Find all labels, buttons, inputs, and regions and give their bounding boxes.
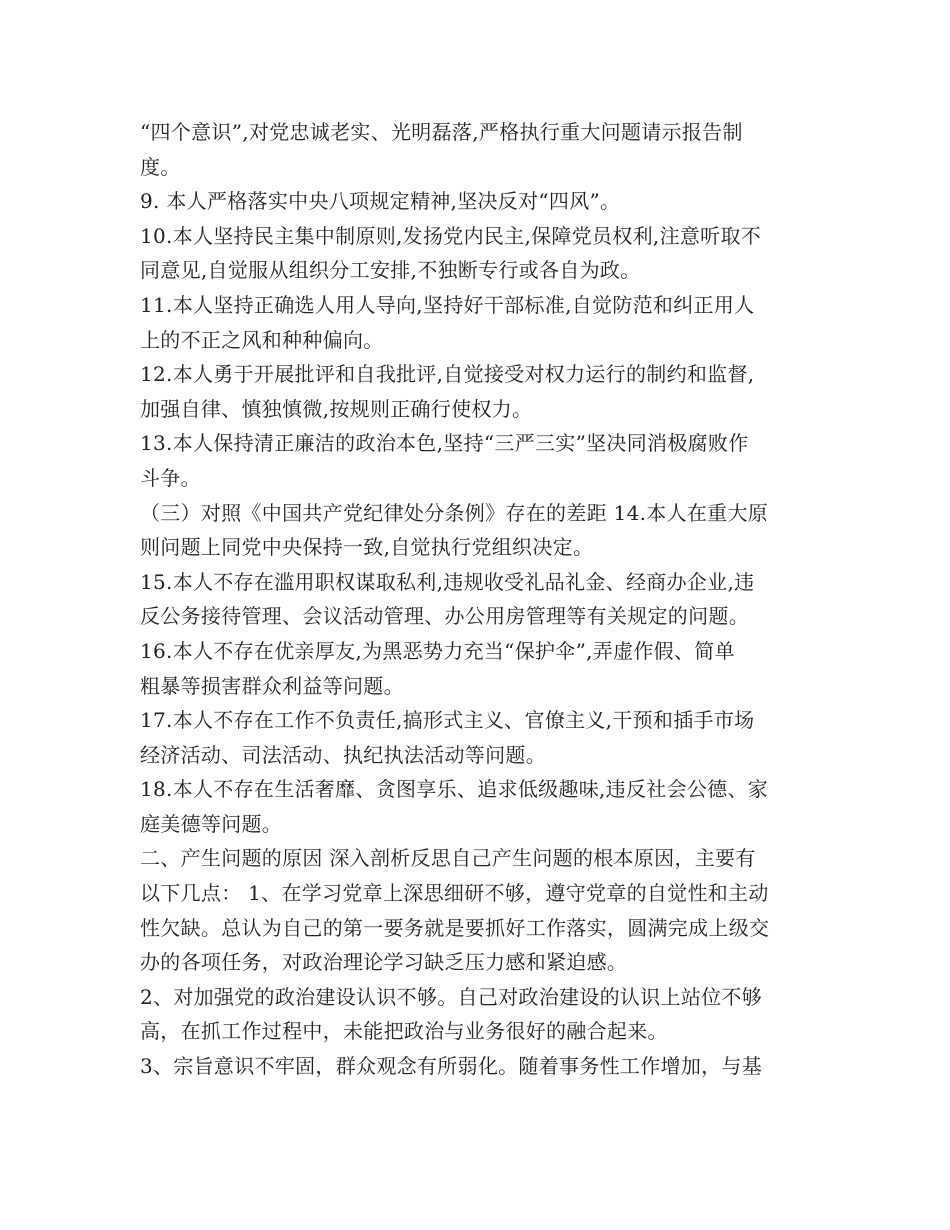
text-line: 办的各项任务，对政治理论学习缺乏压力感和紧迫感。 [140, 950, 628, 975]
text-line: 10.本人坚持民主集中制原则,发扬党内民主,保障党员权利,注意听取不 [140, 223, 762, 248]
text-line: 上的不正之风和种种偏向。 [140, 327, 384, 352]
text-line: 13.本人保持清正廉洁的政治本色,坚持“三严三实”坚决同消极腐败作 [140, 431, 749, 456]
text-line: 二、产生问题的原因 深入剖析反思自己产生问题的根本原因，主要有 [140, 846, 756, 871]
text-line: 以下几点： 1、在学习党章上深思细研不够，遵守党章的自觉性和主动 [140, 881, 769, 906]
text-line: 同意见,自觉服从组织分工安排,不独断专行或各自为政。 [140, 258, 641, 283]
text-line: 粗暴等损害群众利益等问题。 [140, 673, 404, 698]
text-line: 11.本人坚持正确选人用人导向,坚持好干部标准,自觉防范和纠正用人 [140, 292, 755, 317]
text-line: 9. 本人严格落实中央八项规定精神,坚决反对“四风”。 [140, 189, 621, 214]
text-line: 庭美德等问题。 [140, 811, 283, 836]
text-line: 度。 [140, 154, 181, 179]
text-line: 12.本人勇于开展批评和自我批评,自觉接受对权力运行的制约和监督, [140, 362, 755, 387]
text-line: 斗争。 [140, 465, 201, 490]
text-line: 性欠缺。总认为自己的第一要务就是要抓好工作落实，圆满完成上级交 [140, 915, 770, 940]
text-line: 2、对加强党的政治建设认识不够。自己对政治建设的认识上站位不够 [140, 984, 763, 1009]
text-line: 加强自律、慎独慎微,按规则正确行使权力。 [140, 396, 533, 421]
text-line: （三）对照《中国共产党纪律处分条例》存在的差距 14.本人在重大原 [140, 500, 769, 525]
text-line: 15.本人不存在滥用职权谋取私利,违规收受礼品礼金、经商办企业,违 [140, 569, 755, 594]
document-body [140, 115, 820, 1084]
text-line: 16.本人不存在优亲厚友,为黑恶势力充当“保护伞”,弄虚作假、简单 [140, 638, 735, 663]
text-line: 高，在抓工作过程中，未能把政治与业务很好的融合起来。 [140, 1019, 668, 1044]
text-line: 3、宗旨意识不牢固，群众观念有所弱化。随着事务性工作增加，与基 [140, 1054, 763, 1079]
text-line: 经济活动、司法活动、执纪执法活动等问题。 [140, 742, 546, 767]
text-line: 则问题上同党中央保持一致,自觉执行党组织决定。 [140, 535, 594, 560]
text-line: 反公务接待管理、会议活动管理、办公用房管理等有关规定的问题。 [140, 604, 749, 629]
text-line: 17.本人不存在工作不负责任,搞形式主义、官僚主义,干预和插手市场 [140, 708, 755, 733]
text-line: 18.本人不存在生活奢靡、贪图享乐、追求低级趣味,违反社会公德、家 [140, 777, 769, 802]
text-line: “四个意识”,对党忠诚老实、光明磊落,严格执行重大问题请示报告制 [140, 120, 743, 144]
